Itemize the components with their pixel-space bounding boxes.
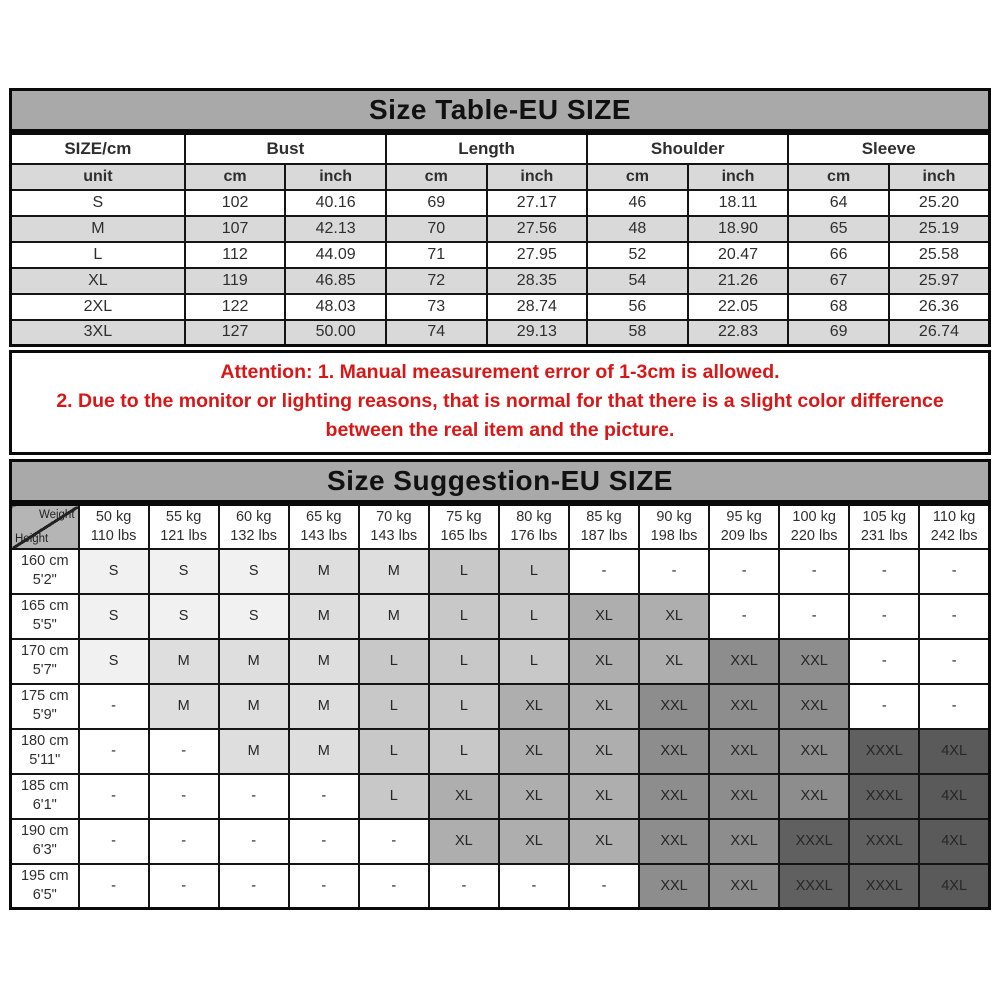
suggested-size-cell: XXL	[709, 684, 779, 729]
suggested-size-cell: XL	[639, 639, 709, 684]
size-label-cell: 3XL	[11, 320, 185, 346]
height-cm: 170 cm	[20, 643, 69, 659]
suggested-size-cell: -	[79, 864, 149, 909]
suggested-size-cell: M	[149, 639, 219, 684]
suggested-size-cell: XXXL	[849, 774, 919, 819]
suggested-size-cell: -	[709, 549, 779, 594]
size-label-cell: S	[11, 190, 185, 216]
measurement-cell: 29.13	[487, 320, 588, 346]
measurement-cell: 119	[185, 268, 286, 294]
height-cm: 195 cm	[20, 867, 69, 884]
height-ft: 5'7"	[32, 662, 57, 678]
measurement-cell: 44.09	[285, 242, 386, 268]
suggested-size-cell: XXL	[779, 774, 849, 819]
size-suggestion-row	[11, 684, 990, 729]
weight-header-cell	[849, 505, 919, 549]
measurement-cell: 28.35	[487, 268, 588, 294]
measurement-cell: 46.85	[285, 268, 386, 294]
suggested-size-cell: L	[359, 684, 429, 729]
weight-lbs: 187 lbs	[580, 527, 628, 544]
suggested-size-cell: -	[639, 549, 709, 594]
measurement-cell: 22.05	[688, 294, 789, 320]
weight-kg: 105 kg	[862, 508, 907, 525]
weight-header-cell	[779, 505, 849, 549]
unit-cell: inch	[487, 164, 588, 190]
unit-cell: inch	[889, 164, 990, 190]
suggested-size-cell: S	[149, 549, 219, 594]
suggested-size-cell: XL	[499, 729, 569, 774]
measurement-cell: 50.00	[285, 320, 386, 346]
suggested-size-cell: M	[289, 594, 359, 639]
size-table-row	[11, 216, 990, 242]
suggested-size-cell: XXL	[709, 729, 779, 774]
measurement-cell: 66	[788, 242, 889, 268]
suggested-size-cell: L	[429, 639, 499, 684]
unit-cell: inch	[285, 164, 386, 190]
measurement-cell: 72	[386, 268, 487, 294]
measurement-cell: 58	[587, 320, 688, 346]
size-suggestion-row	[11, 774, 990, 819]
attention-line-3: between the real item and the picture.	[325, 419, 675, 441]
weight-header-cell	[709, 505, 779, 549]
measurement-cell: 54	[587, 268, 688, 294]
size-table-row	[11, 242, 990, 268]
suggested-size-cell: -	[289, 819, 359, 864]
size-table-title: Size Table-EU SIZE	[9, 88, 991, 132]
weight-kg: 110 kg	[932, 508, 976, 525]
suggested-size-cell: -	[289, 864, 359, 909]
size-label-cell: L	[11, 242, 185, 268]
size-suggestion-row	[11, 639, 990, 684]
suggested-size-cell: -	[149, 729, 219, 774]
measurement-cell: 25.19	[889, 216, 990, 242]
suggested-size-cell: XXL	[709, 864, 779, 909]
suggested-size-cell: S	[219, 549, 289, 594]
size-table-row	[11, 294, 990, 320]
height-ft: 5'11"	[29, 752, 61, 768]
suggested-size-cell: -	[499, 864, 569, 909]
weight-header-cell	[569, 505, 639, 549]
size-table-row	[11, 268, 990, 294]
weight-kg: 55 kg	[165, 508, 202, 525]
suggested-size-cell: S	[79, 549, 149, 594]
weight-lbs: 242 lbs	[930, 527, 978, 544]
suggested-size-cell: -	[79, 819, 149, 864]
suggested-size-cell: XL	[429, 819, 499, 864]
suggested-size-cell: -	[79, 729, 149, 774]
suggested-size-cell: 4XL	[919, 864, 989, 909]
height-header-cell	[11, 864, 79, 909]
unit-cell: inch	[688, 164, 789, 190]
suggestion-weight-row	[11, 505, 990, 549]
height-cm: 180 cm	[20, 733, 69, 749]
measurement-cell: 26.74	[889, 320, 990, 346]
height-cm: 175 cm	[20, 688, 69, 704]
measurement-cell: 27.17	[487, 190, 588, 216]
suggested-size-cell: -	[359, 864, 429, 909]
size-table-unit-row	[11, 164, 990, 190]
measurement-cell: 65	[788, 216, 889, 242]
weight-lbs: 110 lbs	[90, 527, 137, 544]
column-header-bust: Bust	[185, 134, 386, 164]
measurement-cell: 102	[185, 190, 286, 216]
suggested-size-cell: L	[359, 639, 429, 684]
suggested-size-cell: -	[919, 639, 989, 684]
size-table-row	[11, 320, 990, 346]
unit-cell: cm	[788, 164, 889, 190]
suggested-size-cell: M	[219, 684, 289, 729]
weight-lbs: 231 lbs	[860, 527, 908, 544]
height-header-cell	[11, 819, 79, 864]
weight-kg: 50 kg	[95, 508, 132, 525]
suggested-size-cell: -	[79, 684, 149, 729]
measurement-cell: 56	[587, 294, 688, 320]
weight-lbs: 176 lbs	[510, 527, 558, 544]
suggested-size-cell: S	[219, 594, 289, 639]
suggested-size-cell: L	[429, 729, 499, 774]
suggested-size-cell: XXXL	[779, 864, 849, 909]
suggested-size-cell: XL	[429, 774, 499, 819]
measurement-cell: 73	[386, 294, 487, 320]
weight-header-cell	[219, 505, 289, 549]
height-ft: 5'5"	[32, 617, 57, 633]
suggested-size-cell: M	[359, 549, 429, 594]
measurement-cell: 25.97	[889, 268, 990, 294]
content-area	[9, 88, 991, 910]
weight-kg: 100 kg	[792, 508, 836, 525]
suggested-size-cell: XL	[569, 684, 639, 729]
measurement-cell: 127	[185, 320, 286, 346]
suggested-size-cell: M	[289, 729, 359, 774]
suggested-size-cell: L	[359, 774, 429, 819]
suggested-size-cell: XXXL	[779, 819, 849, 864]
height-cm: 190 cm	[20, 823, 69, 839]
weight-height-corner	[11, 505, 79, 549]
measurement-cell: 42.13	[285, 216, 386, 242]
suggested-size-cell: -	[569, 549, 639, 594]
suggested-size-cell: S	[149, 594, 219, 639]
weight-header-cell	[639, 505, 709, 549]
weight-lbs: 209 lbs	[720, 527, 768, 544]
weight-lbs: 198 lbs	[650, 527, 698, 544]
weight-header-cell	[289, 505, 359, 549]
suggested-size-cell: XL	[569, 594, 639, 639]
measurement-cell: 70	[386, 216, 487, 242]
unit-cell: cm	[386, 164, 487, 190]
weight-axis-label: Weight	[38, 509, 75, 521]
suggested-size-cell: -	[149, 864, 219, 909]
size-suggestion-row	[11, 864, 990, 909]
height-header-cell	[11, 549, 79, 594]
suggested-size-cell: 4XL	[919, 774, 989, 819]
measurement-cell: 40.16	[285, 190, 386, 216]
measurement-cell: 64	[788, 190, 889, 216]
weight-header-cell	[499, 505, 569, 549]
height-header-cell	[11, 684, 79, 729]
weight-kg: 75 kg	[446, 508, 482, 525]
suggested-size-cell: -	[219, 774, 289, 819]
measurement-cell: 69	[386, 190, 487, 216]
suggested-size-cell: 4XL	[919, 729, 989, 774]
suggested-size-cell: L	[499, 594, 569, 639]
suggested-size-cell: L	[429, 684, 499, 729]
height-ft: 6'1"	[32, 797, 57, 813]
size-label-cell: XL	[11, 268, 185, 294]
suggested-size-cell: -	[849, 639, 919, 684]
suggested-size-cell: -	[849, 549, 919, 594]
suggested-size-cell: -	[569, 864, 639, 909]
weight-kg: 65 kg	[306, 508, 342, 525]
weight-header-cell	[359, 505, 429, 549]
weight-lbs: 220 lbs	[790, 527, 838, 544]
suggested-size-cell: XL	[499, 774, 569, 819]
suggested-size-cell: XL	[569, 819, 639, 864]
suggested-size-cell: -	[289, 774, 359, 819]
weight-lbs: 132 lbs	[230, 527, 278, 544]
size-suggestion-table	[9, 503, 991, 910]
suggested-size-cell: M	[219, 729, 289, 774]
weight-header-cell	[429, 505, 499, 549]
height-ft: 6'3"	[32, 842, 57, 858]
measurement-cell: 28.74	[487, 294, 588, 320]
suggested-size-cell: XXXL	[849, 819, 919, 864]
size-table-row	[11, 190, 990, 216]
measurement-cell: 112	[185, 242, 286, 268]
size-suggestion-row	[11, 549, 990, 594]
measurement-cell: 25.20	[889, 190, 990, 216]
suggested-size-cell: XXL	[779, 729, 849, 774]
suggested-size-cell: -	[359, 819, 429, 864]
suggested-size-cell: -	[709, 594, 779, 639]
weight-kg: 90 kg	[656, 508, 692, 525]
attention-line-1: Attention: 1. Manual measurement error of 1-3cm is allowed.	[220, 361, 780, 383]
measurement-cell: 67	[788, 268, 889, 294]
suggested-size-cell: -	[149, 819, 219, 864]
suggested-size-cell: XL	[639, 594, 709, 639]
suggested-size-cell: S	[79, 594, 149, 639]
size-suggestion-title: Size Suggestion-EU SIZE	[9, 459, 991, 503]
size-label-cell: 2XL	[11, 294, 185, 320]
suggested-size-cell: XL	[499, 819, 569, 864]
measurement-cell: 25.58	[889, 242, 990, 268]
measurement-cell: 21.26	[688, 268, 789, 294]
unit-cell: cm	[185, 164, 286, 190]
suggested-size-cell: 4XL	[919, 819, 989, 864]
suggested-size-cell: L	[429, 594, 499, 639]
suggested-size-cell: -	[149, 774, 219, 819]
weight-header-cell	[79, 505, 149, 549]
suggested-size-cell: XXL	[639, 864, 709, 909]
weight-kg: 60 kg	[235, 508, 272, 525]
weight-kg: 95 kg	[726, 508, 762, 525]
suggested-size-cell: XXXL	[849, 729, 919, 774]
suggested-size-cell: XXL	[779, 684, 849, 729]
suggested-size-cell: L	[359, 729, 429, 774]
height-header-cell	[11, 729, 79, 774]
height-cm: 165 cm	[20, 598, 69, 614]
suggested-size-cell: -	[919, 594, 989, 639]
suggested-size-cell: M	[289, 549, 359, 594]
size-table-group-header	[11, 134, 990, 164]
height-axis-label: Height	[15, 532, 49, 545]
measurement-cell: 27.95	[487, 242, 588, 268]
suggested-size-cell: XL	[569, 729, 639, 774]
column-header-sleeve: Sleeve	[788, 134, 989, 164]
suggested-size-cell: -	[219, 864, 289, 909]
suggested-size-cell: -	[779, 594, 849, 639]
suggested-size-cell: M	[219, 639, 289, 684]
weight-lbs: 143 lbs	[370, 527, 418, 544]
measurement-cell: 18.11	[688, 190, 789, 216]
measurement-cell: 26.36	[889, 294, 990, 320]
size-table	[9, 132, 991, 347]
suggested-size-cell: XXL	[779, 639, 849, 684]
measurement-cell: 69	[788, 320, 889, 346]
suggested-size-cell: -	[79, 774, 149, 819]
measurement-cell: 48	[587, 216, 688, 242]
weight-kg: 80 kg	[516, 508, 552, 525]
height-header-cell	[11, 594, 79, 639]
weight-kg: 85 kg	[586, 508, 622, 525]
column-header-shoulder: Shoulder	[587, 134, 788, 164]
attention-notice	[9, 350, 991, 455]
suggested-size-cell: -	[849, 594, 919, 639]
suggested-size-cell: XXL	[709, 819, 779, 864]
suggested-size-cell: S	[79, 639, 149, 684]
suggested-size-cell: XL	[569, 639, 639, 684]
size-suggestion-row	[11, 819, 990, 864]
suggested-size-cell: XXL	[639, 774, 709, 819]
size-table-body	[11, 190, 990, 346]
suggested-size-cell: M	[149, 684, 219, 729]
suggested-size-cell: XXL	[709, 639, 779, 684]
weight-kg: 70 kg	[376, 508, 412, 525]
measurement-cell: 22.83	[688, 320, 789, 346]
suggested-size-cell: M	[359, 594, 429, 639]
measurement-cell: 74	[386, 320, 487, 346]
measurement-cell: 122	[185, 294, 286, 320]
column-header-length: Length	[386, 134, 587, 164]
measurement-cell: 107	[185, 216, 286, 242]
measurement-cell: 27.56	[487, 216, 588, 242]
suggested-size-cell: -	[779, 549, 849, 594]
size-suggestion-row	[11, 594, 990, 639]
size-suggestion-body	[11, 549, 990, 909]
suggested-size-cell: L	[499, 549, 569, 594]
suggested-size-cell: XXL	[639, 684, 709, 729]
suggested-size-cell: XXL	[639, 819, 709, 864]
measurement-cell: 48.03	[285, 294, 386, 320]
suggested-size-cell: -	[919, 549, 989, 594]
size-label-cell: M	[11, 216, 185, 242]
weight-lbs: 165 lbs	[440, 527, 488, 544]
measurement-cell: 46	[587, 190, 688, 216]
suggested-size-cell: -	[849, 684, 919, 729]
suggested-size-cell: XXXL	[849, 864, 919, 909]
weight-header-cell	[149, 505, 219, 549]
unit-cell: unit	[11, 164, 185, 190]
unit-cell: cm	[587, 164, 688, 190]
weight-header-cell	[919, 505, 989, 549]
suggested-size-cell: -	[219, 819, 289, 864]
suggested-size-cell: -	[919, 684, 989, 729]
height-ft: 5'2"	[32, 572, 57, 588]
measurement-cell: 68	[788, 294, 889, 320]
suggested-size-cell: XL	[569, 774, 639, 819]
suggested-size-cell: M	[289, 684, 359, 729]
suggested-size-cell: XXL	[709, 774, 779, 819]
measurement-cell: 18.90	[688, 216, 789, 242]
height-header-cell	[11, 774, 79, 819]
suggested-size-cell: L	[499, 639, 569, 684]
suggested-size-cell: XL	[499, 684, 569, 729]
weight-lbs: 121 lbs	[160, 527, 207, 544]
suggested-size-cell: L	[429, 549, 499, 594]
suggested-size-cell: -	[429, 864, 499, 909]
height-ft: 5'9"	[32, 707, 57, 723]
height-cm: 185 cm	[20, 778, 69, 794]
weight-lbs: 143 lbs	[300, 527, 348, 544]
measurement-cell: 20.47	[688, 242, 789, 268]
column-header-size: SIZE/cm	[11, 134, 185, 164]
height-cm: 160 cm	[20, 553, 69, 569]
height-header-cell	[11, 639, 79, 684]
height-ft: 6'5"	[32, 886, 57, 903]
measurement-cell: 52	[587, 242, 688, 268]
size-suggestion-row	[11, 729, 990, 774]
attention-line-2: 2. Due to the monitor or lighting reasons, that is normal for that there is a slight color difference	[56, 390, 944, 412]
suggested-size-cell: M	[289, 639, 359, 684]
measurement-cell: 71	[386, 242, 487, 268]
suggested-size-cell: XXL	[639, 729, 709, 774]
